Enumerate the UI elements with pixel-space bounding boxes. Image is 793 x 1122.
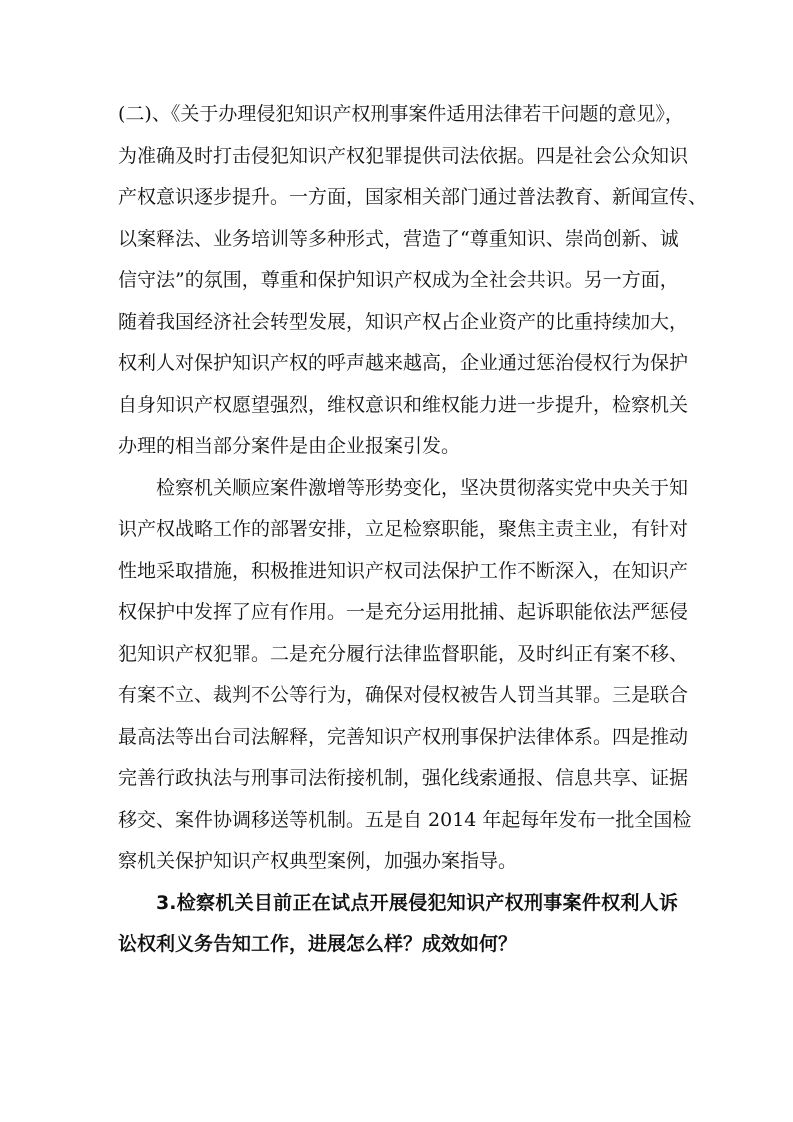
section-heading [118,883,678,966]
paragraph-2 [118,468,692,883]
text-line: 权利人对保护知识产权的呼声越来越高，企业通过惩治侵权行为保护 [118,352,689,374]
text-line: 自身知识产权愿望强烈，维权意识和维权能力进一步提升，检察机关 [118,393,689,416]
text-line: 信守法”的氛围，尊重和保护知识产权成为全社会共识。另一方面， [118,269,679,291]
text-line: 办理的相当部分案件是由企业报案引发。 [118,435,461,457]
text-line: 完善行政执法与刑事司法衔接机制，强化线索通报、信息共享、证据 [118,767,689,789]
text-line: 识产权战略工作的部署安排，立足检察职能，聚焦主责主业，有针对 [118,518,689,540]
text-line: 产权意识逐步提升。一方面，国家相关部门通过普法教育、新闻宣传、 [118,186,708,208]
text-line: 权保护中发挥了应有作用。一是充分运用批捕、起诉职能依法严惩侵 [118,601,689,623]
heading-line: 3.检察机关目前正在试点开展侵犯知识产权刑事案件权利人诉 [156,891,678,914]
paragraph-1 [118,94,708,468]
text-line: 性地采取措施，积极推进知识产权司法保护工作不断深入，在知识产 [118,559,689,582]
text-line: 检察机关顺应案件激增等形势变化，坚决贯彻落实党中央关于知 [156,476,689,499]
heading-line: 讼权利义务告知工作，进展怎么样？成效如何？ [118,933,518,955]
text-line: 有案不立、裁判不公等行为，确保对侵权被告人罚当其罪。三是联合 [118,684,689,706]
text-line: 为准确及时打击侵犯知识产权犯罪提供司法依据。四是社会公众知识 [118,144,689,167]
text-line: 最高法等出台司法解释，完善知识产权刑事保护法律体系。四是推动 [118,725,689,748]
text-line: (二)、《关于办理侵犯知识产权刑事案件适用法律若干问题的意见》， [118,103,684,125]
text-line: 随着我国经济社会转型发展，知识产权占企业资产的比重持续加大， [118,310,689,333]
document-body [118,94,708,966]
text-line: 以案释法、业务培训等多种形式，营造了“尊重知识、崇尚创新、诚 [118,227,679,250]
text-line: 移交、案件协调移送等机制。五是自 2014 年起每年发布一批全国检 [118,808,692,831]
text-line: 犯知识产权犯罪。二是充分履行法律监督职能，及时纠正有案不移、 [118,642,689,665]
text-line: 察机关保护知识产权典型案例，加强办案指导。 [118,850,518,872]
